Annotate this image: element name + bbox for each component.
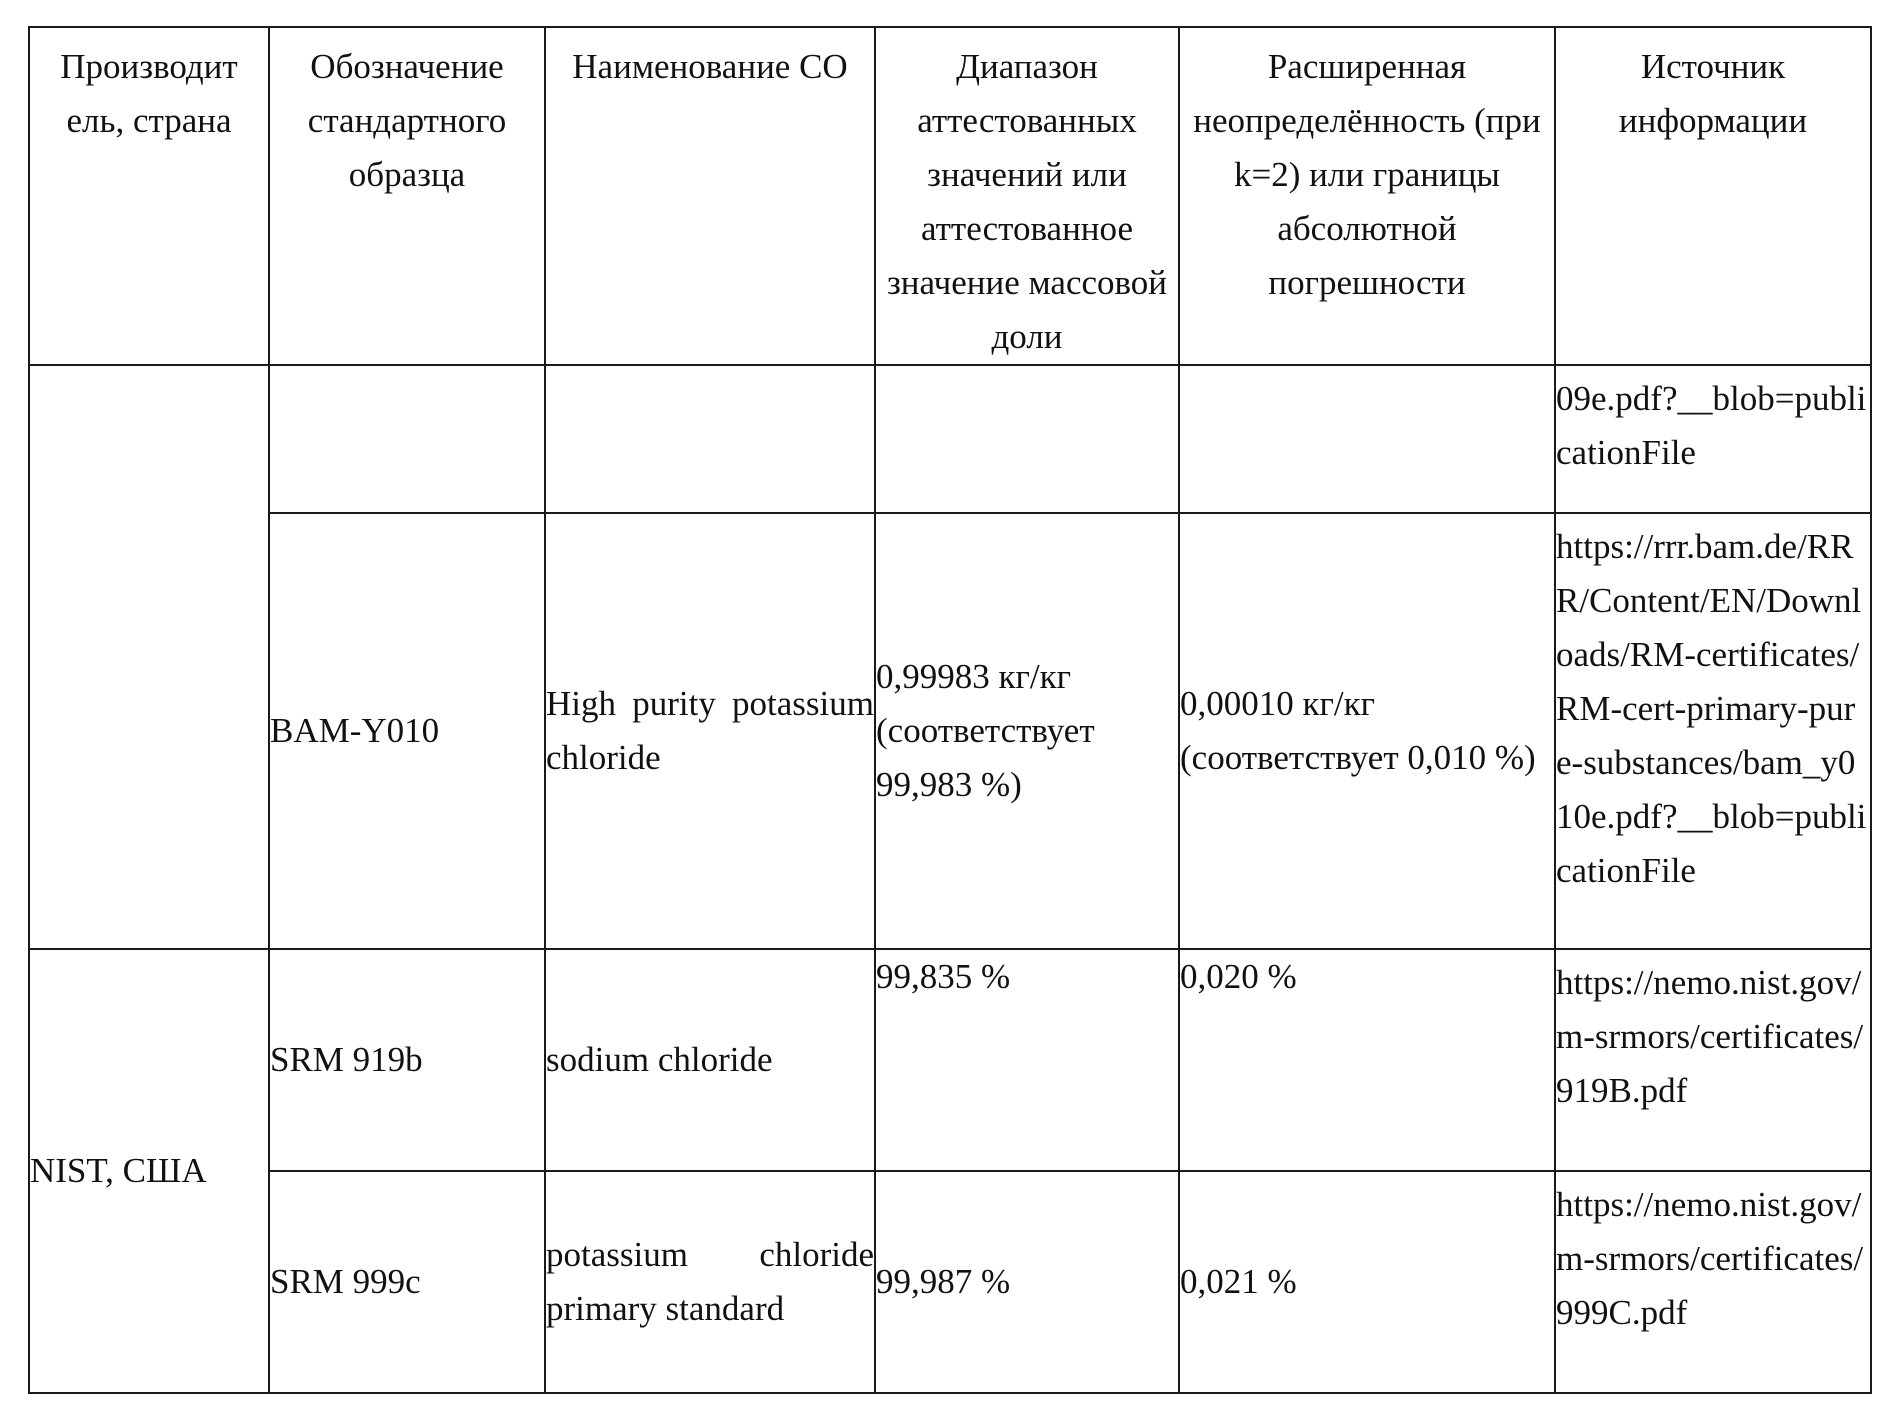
header-name: Наименование СО <box>545 27 875 365</box>
header-source: Источник информации <box>1555 27 1871 365</box>
source-link-cell: https://nemo.nist.gov/m-srmors/certificates/919B.pdf <box>1555 949 1871 1171</box>
header-manufacturer: Производит ель, страна <box>29 27 269 365</box>
uncertainty-cell <box>1179 365 1555 513</box>
uncertainty-cell: 0,021 % <box>1179 1171 1555 1393</box>
table-row <box>29 1171 1871 1393</box>
name-cell <box>545 365 875 513</box>
manufacturer-cell <box>29 365 269 949</box>
header-row <box>29 27 1871 365</box>
designation-cell: BAM-Y010 <box>269 513 545 949</box>
range-cell: 99,835 % <box>875 949 1179 1171</box>
range-cell: 0,99983 кг/кг (соответствует 99,983 %) <box>875 513 1179 949</box>
table-row <box>29 513 1871 949</box>
table-row <box>29 949 1871 1171</box>
range-cell <box>875 365 1179 513</box>
table-row <box>29 365 1871 513</box>
designation-cell <box>269 365 545 513</box>
designation-cell: SRM 999c <box>269 1171 545 1393</box>
name-cell: sodium chloride <box>545 949 875 1171</box>
header-uncertainty: Расширенная неопределённость (при k=2) или границы абсолютной погрешности <box>1179 27 1555 365</box>
name-cell: High purity potassium chloride <box>545 513 875 949</box>
reference-materials-table <box>28 26 1872 1394</box>
range-cell: 99,987 % <box>875 1171 1179 1393</box>
source-link-cell: 09e.pdf?__blob=publicationFile <box>1555 365 1871 513</box>
source-link-cell: https://nemo.nist.gov/m-srmors/certificates/999C.pdf <box>1555 1171 1871 1393</box>
header-range: Диапазон аттестованных значений или аттестованное значение массовой доли <box>875 27 1179 365</box>
uncertainty-cell: 0,020 % <box>1179 949 1555 1171</box>
designation-cell: SRM 919b <box>269 949 545 1171</box>
header-designation: Обозначение стандартного образца <box>269 27 545 365</box>
name-cell: potassium chloride primary standard <box>545 1171 875 1393</box>
source-link-cell: https://rrr.bam.de/RRR/Content/EN/Downloads/RM-certificates/RM-cert-primary-pure-substances/bam_y010e.pdf?__blob=publicationFile <box>1555 513 1871 949</box>
uncertainty-cell: 0,00010 кг/кг (соответствует 0,010 %) <box>1179 513 1555 949</box>
manufacturer-cell: NIST, США <box>29 949 269 1393</box>
